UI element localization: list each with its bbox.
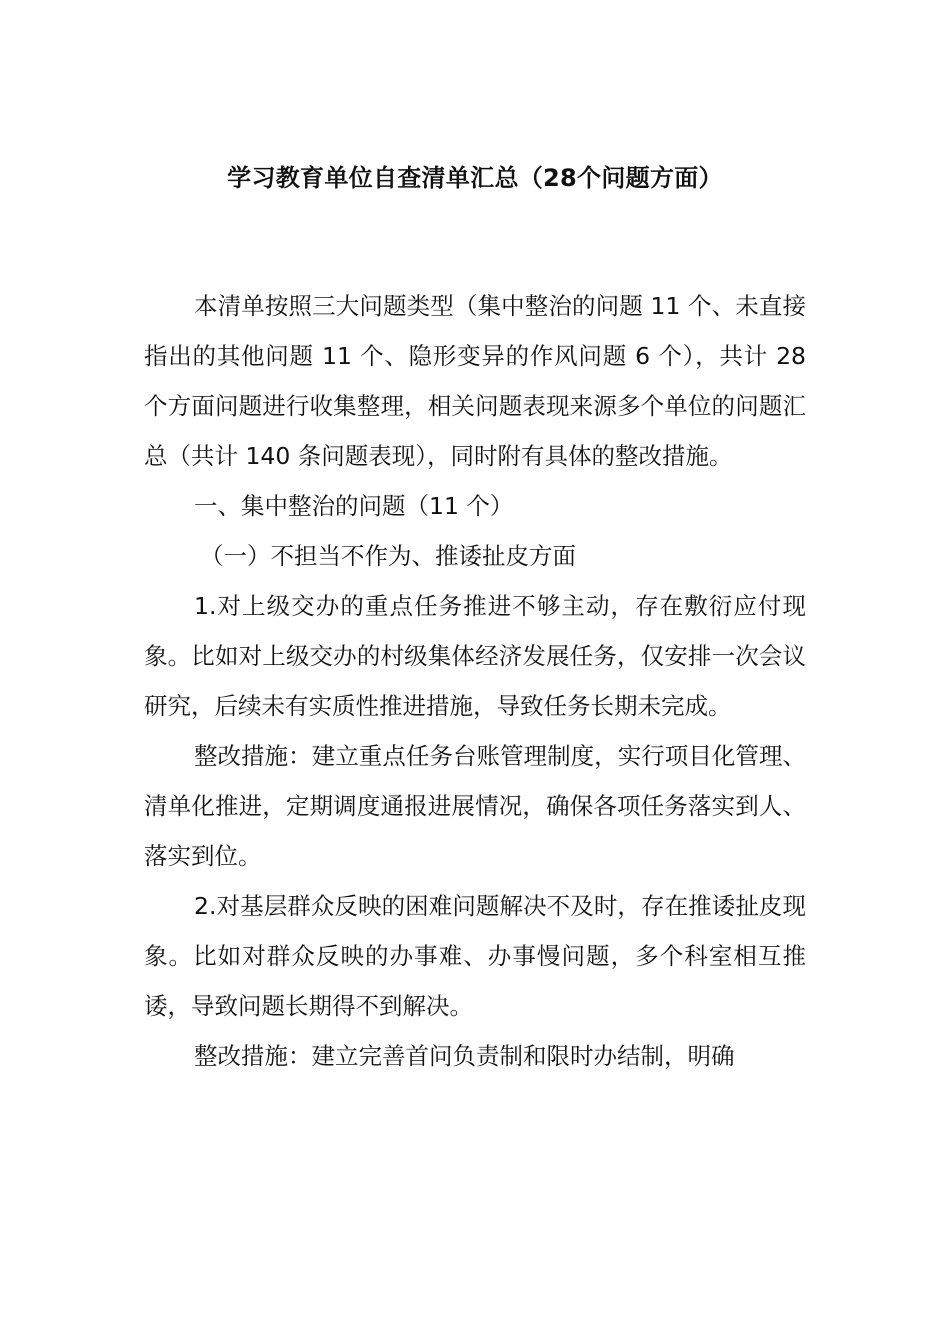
problem-paragraph: 2.对基层群众反映的困难问题解决不及时，存在推诿扯皮现象。比如对群众反映的办事难、办事慢问题，多个科室相互推诿，导致问题长期得不到解决。 bbox=[144, 892, 806, 1020]
document-body bbox=[144, 281, 806, 1081]
measure-paragraph: 整改措施：建立完善首问负责制和限时办结制，明确 bbox=[194, 1042, 735, 1070]
section-heading: 一、集中整治的问题（11 个） bbox=[194, 492, 514, 520]
subsection-heading: （一）不担当不作为、推诿扯皮方面 bbox=[200, 542, 576, 570]
document-title: 学习教育单位自查清单汇总（28个问题方面） bbox=[227, 164, 723, 192]
measure-paragraph: 整改措施：建立重点任务台账管理制度，实行项目化管理、清单化推进，定期调度通报进展情况，确保各项任务落实到人、落实到位。 bbox=[144, 742, 806, 870]
problem-paragraph: 1.对上级交办的重点任务推进不够主动，存在敷衍应付现象。比如对上级交办的村级集体经济发展任务，仅安排一次会议研究，后续未有实质性推进措施，导致任务长期未完成。 bbox=[144, 592, 806, 720]
intro-paragraph: 本清单按照三大问题类型（集中整治的问题 11 个、未直接指出的其他问题 11 个、隐形变异的作风问题 6 个），共计 28 个方面问题进行收集整理，相关问题表现来源多个单位的问题汇总（共计 140 条问题表现），同时附有具体的整改措施。 bbox=[144, 292, 806, 470]
